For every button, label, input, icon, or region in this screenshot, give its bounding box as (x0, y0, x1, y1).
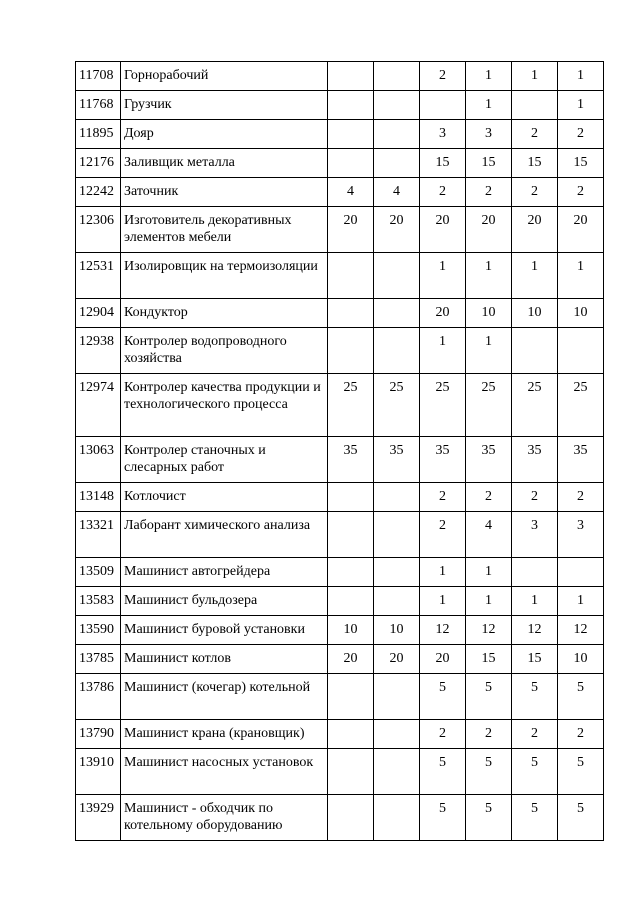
occupation-name-cell: Дояр (121, 120, 328, 149)
value-cell-col-4: 12 (466, 616, 512, 645)
occupation-code-cell: 11768 (76, 91, 121, 120)
value-cell-col-2: 25 (374, 374, 420, 437)
value-cell-col-6: 10 (558, 645, 604, 674)
value-cell-col-5: 1 (512, 253, 558, 299)
occupation-name-cell: Контролер станочных и слесарных работ (121, 437, 328, 483)
value-cell-col-2 (374, 253, 420, 299)
occupation-name-cell: Машинист автогрейдера (121, 558, 328, 587)
occupation-name-cell: Котлочист (121, 483, 328, 512)
occupation-code-cell: 13583 (76, 587, 121, 616)
value-cell-col-2: 35 (374, 437, 420, 483)
table-row (76, 437, 604, 483)
occupation-code-cell: 13929 (76, 795, 121, 841)
value-cell-col-3: 1 (420, 328, 466, 374)
value-cell-col-5: 5 (512, 674, 558, 720)
occupation-code-cell: 13321 (76, 512, 121, 558)
occupation-code-cell: 13063 (76, 437, 121, 483)
value-cell-col-4: 1 (466, 253, 512, 299)
value-cell-col-5: 12 (512, 616, 558, 645)
value-cell-col-4: 15 (466, 149, 512, 178)
value-cell-col-5 (512, 91, 558, 120)
value-cell-col-2 (374, 149, 420, 178)
table-row (76, 795, 604, 841)
value-cell-col-6: 5 (558, 749, 604, 795)
value-cell-col-6: 1 (558, 587, 604, 616)
value-cell-col-6: 1 (558, 91, 604, 120)
value-cell-col-5 (512, 558, 558, 587)
table-row (76, 91, 604, 120)
value-cell-col-1 (328, 795, 374, 841)
value-cell-col-6: 12 (558, 616, 604, 645)
value-cell-col-6: 2 (558, 720, 604, 749)
value-cell-col-1: 20 (328, 645, 374, 674)
occupation-code-cell: 12974 (76, 374, 121, 437)
value-cell-col-3: 5 (420, 674, 466, 720)
value-cell-col-6: 35 (558, 437, 604, 483)
value-cell-col-2 (374, 483, 420, 512)
table-row (76, 62, 604, 91)
value-cell-col-4: 1 (466, 62, 512, 91)
occupation-name-cell: Заточник (121, 178, 328, 207)
value-cell-col-6: 5 (558, 674, 604, 720)
value-cell-col-6: 2 (558, 120, 604, 149)
value-cell-col-4: 2 (466, 178, 512, 207)
value-cell-col-4: 1 (466, 91, 512, 120)
value-cell-col-3: 20 (420, 645, 466, 674)
value-cell-col-1 (328, 62, 374, 91)
table-row (76, 149, 604, 178)
value-cell-col-3: 5 (420, 749, 466, 795)
value-cell-col-4: 5 (466, 749, 512, 795)
occupation-code-cell: 13786 (76, 674, 121, 720)
value-cell-col-2 (374, 587, 420, 616)
value-cell-col-1 (328, 558, 374, 587)
value-cell-col-4: 35 (466, 437, 512, 483)
value-cell-col-2 (374, 558, 420, 587)
value-cell-col-1 (328, 253, 374, 299)
occupation-name-cell: Машинист бульдозера (121, 587, 328, 616)
value-cell-col-4: 4 (466, 512, 512, 558)
value-cell-col-6: 20 (558, 207, 604, 253)
table-row (76, 616, 604, 645)
value-cell-col-2 (374, 328, 420, 374)
value-cell-col-3: 20 (420, 207, 466, 253)
value-cell-col-5: 10 (512, 299, 558, 328)
value-cell-col-3: 15 (420, 149, 466, 178)
occupation-name-cell: Машинист котлов (121, 645, 328, 674)
value-cell-col-6: 1 (558, 62, 604, 91)
value-cell-col-1 (328, 512, 374, 558)
occupation-code-cell: 12306 (76, 207, 121, 253)
value-cell-col-2 (374, 749, 420, 795)
value-cell-col-1 (328, 120, 374, 149)
value-cell-col-2 (374, 795, 420, 841)
occupation-code-cell: 13509 (76, 558, 121, 587)
occupation-name-cell: Горнорабочий (121, 62, 328, 91)
value-cell-col-4: 10 (466, 299, 512, 328)
occupation-name-cell: Контролер качества продукции и технологического процесса (121, 374, 328, 437)
value-cell-col-4: 1 (466, 558, 512, 587)
value-cell-col-2 (374, 62, 420, 91)
value-cell-col-5: 5 (512, 749, 558, 795)
value-cell-col-6 (558, 328, 604, 374)
value-cell-col-4: 2 (466, 483, 512, 512)
occupation-name-cell: Лаборант химического анализа (121, 512, 328, 558)
occupation-code-cell: 11708 (76, 62, 121, 91)
occupation-name-cell: Машинист (кочегар) котельной (121, 674, 328, 720)
table-row (76, 178, 604, 207)
value-cell-col-3: 12 (420, 616, 466, 645)
value-cell-col-1: 4 (328, 178, 374, 207)
value-cell-col-5: 2 (512, 483, 558, 512)
table-row (76, 558, 604, 587)
occupation-name-cell: Грузчик (121, 91, 328, 120)
occupation-name-cell: Машинист буровой установки (121, 616, 328, 645)
value-cell-col-3: 3 (420, 120, 466, 149)
value-cell-col-1 (328, 674, 374, 720)
value-cell-col-6: 5 (558, 795, 604, 841)
value-cell-col-3: 2 (420, 720, 466, 749)
table-row (76, 674, 604, 720)
value-cell-col-6: 10 (558, 299, 604, 328)
occupation-code-cell: 13148 (76, 483, 121, 512)
value-cell-col-5 (512, 328, 558, 374)
occupation-name-cell: Заливщик металла (121, 149, 328, 178)
table-row (76, 483, 604, 512)
table-row (76, 587, 604, 616)
value-cell-col-3: 5 (420, 795, 466, 841)
occupation-name-cell: Контролер водопроводного хозяйства (121, 328, 328, 374)
occupation-name-cell: Машинист насосных установок (121, 749, 328, 795)
occupation-name-cell: Кондуктор (121, 299, 328, 328)
value-cell-col-1: 20 (328, 207, 374, 253)
value-cell-col-5: 25 (512, 374, 558, 437)
value-cell-col-3: 35 (420, 437, 466, 483)
value-cell-col-2 (374, 674, 420, 720)
value-cell-col-4: 25 (466, 374, 512, 437)
value-cell-col-4: 1 (466, 587, 512, 616)
value-cell-col-5: 15 (512, 149, 558, 178)
value-cell-col-3: 2 (420, 62, 466, 91)
value-cell-col-2: 20 (374, 645, 420, 674)
value-cell-col-3: 1 (420, 253, 466, 299)
value-cell-col-1 (328, 483, 374, 512)
table-row (76, 328, 604, 374)
value-cell-col-1 (328, 587, 374, 616)
value-cell-col-4: 3 (466, 120, 512, 149)
value-cell-col-5: 3 (512, 512, 558, 558)
table-row (76, 374, 604, 437)
table-row (76, 512, 604, 558)
value-cell-col-4: 15 (466, 645, 512, 674)
value-cell-col-1 (328, 749, 374, 795)
value-cell-col-3: 2 (420, 512, 466, 558)
value-cell-col-2 (374, 299, 420, 328)
value-cell-col-1 (328, 91, 374, 120)
occupation-code-cell: 12242 (76, 178, 121, 207)
value-cell-col-1: 35 (328, 437, 374, 483)
value-cell-col-6: 25 (558, 374, 604, 437)
occupation-name-cell: Машинист - обходчик по котельному оборудованию (121, 795, 328, 841)
value-cell-col-3: 20 (420, 299, 466, 328)
value-cell-col-2 (374, 720, 420, 749)
value-cell-col-1 (328, 149, 374, 178)
value-cell-col-6: 1 (558, 253, 604, 299)
value-cell-col-5: 20 (512, 207, 558, 253)
value-cell-col-5: 15 (512, 645, 558, 674)
occupation-name-cell: Машинист крана (крановщик) (121, 720, 328, 749)
value-cell-col-1: 25 (328, 374, 374, 437)
value-cell-col-2 (374, 91, 420, 120)
occupation-code-cell: 13785 (76, 645, 121, 674)
table-row (76, 749, 604, 795)
value-cell-col-6: 3 (558, 512, 604, 558)
value-cell-col-5: 1 (512, 587, 558, 616)
value-cell-col-3: 25 (420, 374, 466, 437)
value-cell-col-3: 1 (420, 587, 466, 616)
value-cell-col-2: 20 (374, 207, 420, 253)
value-cell-col-3: 2 (420, 178, 466, 207)
table-row (76, 645, 604, 674)
table-row (76, 207, 604, 253)
value-cell-col-6: 2 (558, 178, 604, 207)
occupation-code-cell: 12176 (76, 149, 121, 178)
value-cell-col-5: 2 (512, 120, 558, 149)
occupation-code-cell: 12938 (76, 328, 121, 374)
value-cell-col-5: 5 (512, 795, 558, 841)
value-cell-col-4: 1 (466, 328, 512, 374)
value-cell-col-3: 1 (420, 558, 466, 587)
table-body (76, 62, 604, 841)
value-cell-col-3: 2 (420, 483, 466, 512)
value-cell-col-1 (328, 720, 374, 749)
occupation-code-cell: 11895 (76, 120, 121, 149)
value-cell-col-2: 10 (374, 616, 420, 645)
value-cell-col-4: 5 (466, 795, 512, 841)
value-cell-col-6: 2 (558, 483, 604, 512)
value-cell-col-2: 4 (374, 178, 420, 207)
value-cell-col-4: 2 (466, 720, 512, 749)
value-cell-col-5: 1 (512, 62, 558, 91)
occupation-name-cell: Изготовитель декоративных элементов мебели (121, 207, 328, 253)
occupation-code-cell: 13910 (76, 749, 121, 795)
value-cell-col-4: 5 (466, 674, 512, 720)
occupation-code-cell: 12531 (76, 253, 121, 299)
table-row (76, 299, 604, 328)
value-cell-col-2 (374, 512, 420, 558)
occupation-code-cell: 13590 (76, 616, 121, 645)
value-cell-col-6 (558, 558, 604, 587)
occupations-table (75, 61, 604, 841)
value-cell-col-2 (374, 120, 420, 149)
value-cell-col-1: 10 (328, 616, 374, 645)
table-row (76, 120, 604, 149)
value-cell-col-5: 35 (512, 437, 558, 483)
value-cell-col-1 (328, 299, 374, 328)
table-row (76, 720, 604, 749)
value-cell-col-1 (328, 328, 374, 374)
occupation-code-cell: 13790 (76, 720, 121, 749)
value-cell-col-4: 20 (466, 207, 512, 253)
occupation-code-cell: 12904 (76, 299, 121, 328)
occupation-name-cell: Изолировщик на термоизоляции (121, 253, 328, 299)
value-cell-col-5: 2 (512, 178, 558, 207)
value-cell-col-3 (420, 91, 466, 120)
value-cell-col-6: 15 (558, 149, 604, 178)
value-cell-col-5: 2 (512, 720, 558, 749)
table-row (76, 253, 604, 299)
